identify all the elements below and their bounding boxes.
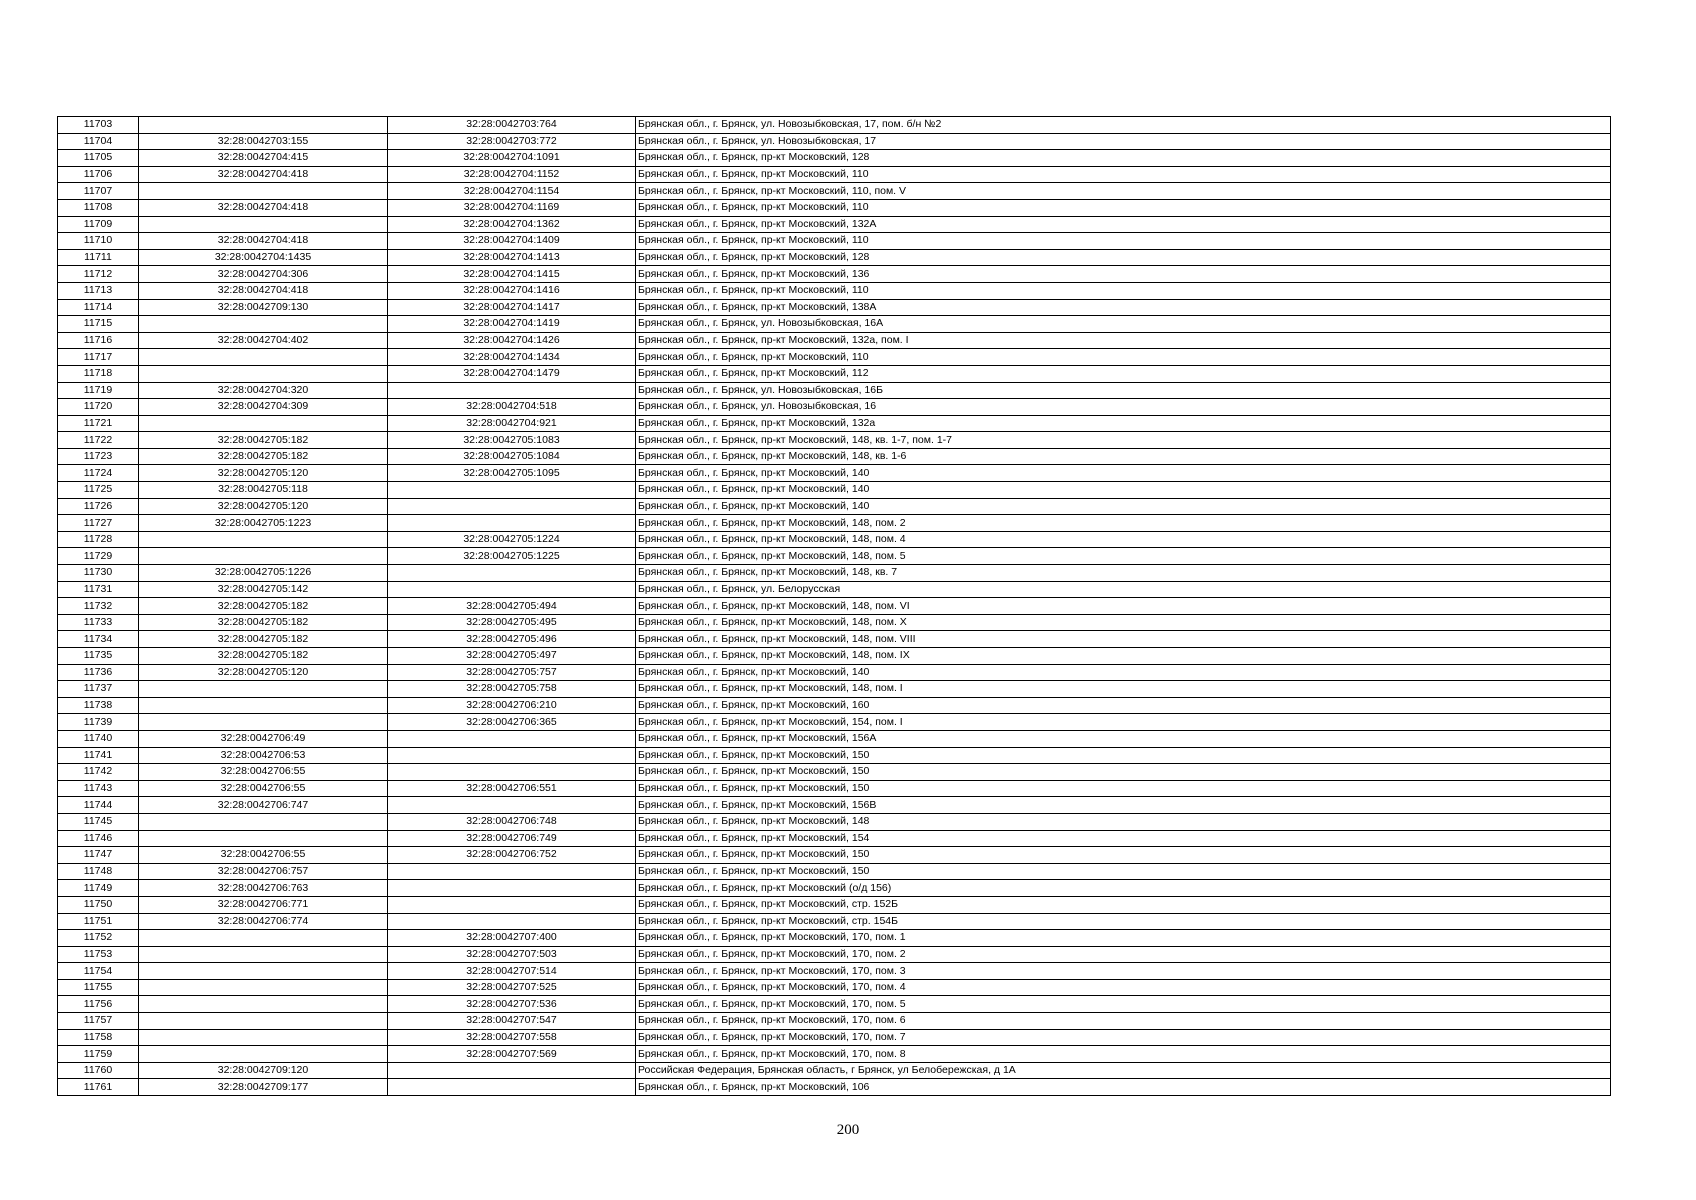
cadastral-number-cell: 32:28:0042705:182: [139, 614, 388, 631]
address-cell: Брянская обл., г. Брянск, пр-кт Московский, 170, пом. 4: [636, 979, 1611, 996]
linked-cadastral-number-cell: [388, 896, 636, 913]
row-number-cell: 11743: [58, 780, 139, 797]
cadastral-number-cell: 32:28:0042705:182: [139, 448, 388, 465]
address-cell: Брянская обл., г. Брянск, пр-кт Московский, 148, пом. 5: [636, 548, 1611, 565]
cadastral-number-cell: 32:28:0042704:418: [139, 233, 388, 250]
address-cell: Брянская обл., г. Брянск, пр-кт Московский, 154, пом. I: [636, 714, 1611, 731]
cadastral-number-cell: 32:28:0042706:53: [139, 747, 388, 764]
address-cell: Брянская обл., г. Брянск, пр-кт Московский, 170, пом. 3: [636, 963, 1611, 980]
cadastral-number-cell: [139, 996, 388, 1013]
address-cell: Брянская обл., г. Брянск, пр-кт Московский, 110: [636, 282, 1611, 299]
row-number-cell: 11747: [58, 847, 139, 864]
table-row: [58, 349, 1611, 366]
row-number-cell: 11754: [58, 963, 139, 980]
address-cell: Брянская обл., г. Брянск, пр-кт Московский, 156В: [636, 797, 1611, 814]
table-row: [58, 714, 1611, 731]
address-cell: Брянская обл., г. Брянск, ул. Белорусская: [636, 581, 1611, 598]
row-number-cell: 11716: [58, 332, 139, 349]
linked-cadastral-number-cell: 32:28:0042705:1224: [388, 531, 636, 548]
row-number-cell: 11726: [58, 498, 139, 515]
table-row: [58, 896, 1611, 913]
linked-cadastral-number-cell: [388, 581, 636, 598]
row-number-cell: 11715: [58, 316, 139, 333]
linked-cadastral-number-cell: 32:28:0042707:400: [388, 930, 636, 947]
table-row: [58, 282, 1611, 299]
address-cell: Брянская обл., г. Брянск, ул. Новозыбковская, 16Б: [636, 382, 1611, 399]
row-number-cell: 11748: [58, 863, 139, 880]
table-row: [58, 548, 1611, 565]
linked-cadastral-number-cell: 32:28:0042704:1154: [388, 183, 636, 200]
cadastral-number-cell: [139, 183, 388, 200]
address-cell: Брянская обл., г. Брянск, пр-кт Московский, 150: [636, 863, 1611, 880]
row-number-cell: 11731: [58, 581, 139, 598]
cadastral-number-cell: 32:28:0042706:771: [139, 896, 388, 913]
row-number-cell: 11713: [58, 282, 139, 299]
row-number-cell: 11729: [58, 548, 139, 565]
address-cell: Брянская обл., г. Брянск, пр-кт Московский, 140: [636, 465, 1611, 482]
address-cell: Брянская обл., г. Брянск, пр-кт Московский, 170, пом. 7: [636, 1029, 1611, 1046]
linked-cadastral-number-cell: 32:28:0042707:569: [388, 1046, 636, 1063]
linked-cadastral-number-cell: 32:28:0042704:1415: [388, 266, 636, 283]
table-row: [58, 996, 1611, 1013]
cadastral-number-cell: [139, 117, 388, 134]
address-cell: Брянская обл., г. Брянск, пр-кт Московский, 150: [636, 747, 1611, 764]
address-cell: Брянская обл., г. Брянск, пр-кт Московский, 110: [636, 349, 1611, 366]
row-number-cell: 11712: [58, 266, 139, 283]
row-number-cell: 11706: [58, 166, 139, 183]
cadastral-number-cell: 32:28:0042705:118: [139, 482, 388, 499]
cadastral-number-cell: 32:28:0042706:757: [139, 863, 388, 880]
row-number-cell: 11751: [58, 913, 139, 930]
table-row: [58, 166, 1611, 183]
linked-cadastral-number-cell: 32:28:0042707:503: [388, 946, 636, 963]
table-row: [58, 780, 1611, 797]
table-row: [58, 199, 1611, 216]
cadastral-number-cell: 32:28:0042706:747: [139, 797, 388, 814]
table-row: [58, 813, 1611, 830]
row-number-cell: 11721: [58, 415, 139, 432]
table-row: [58, 482, 1611, 499]
row-number-cell: 11723: [58, 448, 139, 465]
cadastral-number-cell: 32:28:0042705:120: [139, 664, 388, 681]
row-number-cell: 11714: [58, 299, 139, 316]
table-row: [58, 1046, 1611, 1063]
address-cell: Брянская обл., г. Брянск, пр-кт Московский, 140: [636, 498, 1611, 515]
cadastral-number-cell: 32:28:0042705:182: [139, 598, 388, 615]
linked-cadastral-number-cell: 32:28:0042705:757: [388, 664, 636, 681]
table-row: [58, 150, 1611, 167]
linked-cadastral-number-cell: 32:28:0042704:1362: [388, 216, 636, 233]
linked-cadastral-number-cell: 32:28:0042704:1434: [388, 349, 636, 366]
row-number-cell: 11757: [58, 1013, 139, 1030]
table-row: [58, 1079, 1611, 1096]
cadastral-number-cell: [139, 979, 388, 996]
row-number-cell: 11709: [58, 216, 139, 233]
row-number-cell: 11725: [58, 482, 139, 499]
linked-cadastral-number-cell: 32:28:0042704:921: [388, 415, 636, 432]
table-row: [58, 432, 1611, 449]
table-row: [58, 332, 1611, 349]
table-row: [58, 133, 1611, 150]
address-cell: Брянская обл., г. Брянск, пр-кт Московский, 110, пом. V: [636, 183, 1611, 200]
cadastral-number-cell: [139, 697, 388, 714]
linked-cadastral-number-cell: [388, 498, 636, 515]
cadastral-number-cell: 32:28:0042704:309: [139, 399, 388, 416]
address-cell: Брянская обл., г. Брянск, пр-кт Московский, 156А: [636, 730, 1611, 747]
row-number-cell: 11740: [58, 730, 139, 747]
address-cell: Брянская обл., г. Брянск, пр-кт Московский, 148, пом. 4: [636, 531, 1611, 548]
row-number-cell: 11704: [58, 133, 139, 150]
address-cell: Российская Федерация, Брянская область, г Брянск, ул Белобережская, д 1А: [636, 1062, 1611, 1079]
linked-cadastral-number-cell: [388, 797, 636, 814]
cadastral-number-cell: 32:28:0042704:320: [139, 382, 388, 399]
linked-cadastral-number-cell: 32:28:0042705:758: [388, 681, 636, 698]
cadastral-number-cell: 32:28:0042704:418: [139, 282, 388, 299]
address-cell: Брянская обл., г. Брянск, пр-кт Московский, 148, кв. 1-6: [636, 448, 1611, 465]
row-number-cell: 11741: [58, 747, 139, 764]
linked-cadastral-number-cell: [388, 747, 636, 764]
registry-table-body: [58, 117, 1611, 1096]
table-row: [58, 498, 1611, 515]
cadastral-number-cell: [139, 830, 388, 847]
row-number-cell: 11752: [58, 930, 139, 947]
table-row: [58, 631, 1611, 648]
linked-cadastral-number-cell: [388, 482, 636, 499]
row-number-cell: 11758: [58, 1029, 139, 1046]
table-row: [58, 365, 1611, 382]
address-cell: Брянская обл., г. Брянск, пр-кт Московский, 170, пом. 1: [636, 930, 1611, 947]
cadastral-number-cell: [139, 681, 388, 698]
cadastral-number-cell: [139, 946, 388, 963]
linked-cadastral-number-cell: 32:28:0042705:497: [388, 648, 636, 665]
row-number-cell: 11745: [58, 813, 139, 830]
row-number-cell: 11732: [58, 598, 139, 615]
linked-cadastral-number-cell: [388, 382, 636, 399]
cadastral-number-cell: 32:28:0042706:55: [139, 847, 388, 864]
linked-cadastral-number-cell: 32:28:0042705:1225: [388, 548, 636, 565]
row-number-cell: 11727: [58, 515, 139, 532]
cadastral-number-cell: [139, 1013, 388, 1030]
cadastral-number-cell: 32:28:0042706:774: [139, 913, 388, 930]
address-cell: Брянская обл., г. Брянск, пр-кт Московский, 148, пом. IX: [636, 648, 1611, 665]
cadastral-number-cell: 32:28:0042704:418: [139, 199, 388, 216]
cadastral-number-cell: 32:28:0042709:120: [139, 1062, 388, 1079]
linked-cadastral-number-cell: 32:28:0042706:551: [388, 780, 636, 797]
cadastral-number-cell: 32:28:0042706:49: [139, 730, 388, 747]
table-row: [58, 581, 1611, 598]
page-number: 200: [836, 1122, 860, 1138]
row-number-cell: 11753: [58, 946, 139, 963]
address-cell: Брянская обл., г. Брянск, ул. Новозыбковская, 17: [636, 133, 1611, 150]
cadastral-number-cell: 32:28:0042705:182: [139, 648, 388, 665]
address-cell: Брянская обл., г. Брянск, пр-кт Московский, 148: [636, 813, 1611, 830]
row-number-cell: 11738: [58, 697, 139, 714]
cadastral-number-cell: 32:28:0042709:177: [139, 1079, 388, 1096]
linked-cadastral-number-cell: 32:28:0042704:1091: [388, 150, 636, 167]
cadastral-number-cell: [139, 316, 388, 333]
linked-cadastral-number-cell: 32:28:0042704:1419: [388, 316, 636, 333]
linked-cadastral-number-cell: 32:28:0042705:1084: [388, 448, 636, 465]
cadastral-number-cell: 32:28:0042704:415: [139, 150, 388, 167]
address-cell: Брянская обл., г. Брянск, пр-кт Московский, 150: [636, 780, 1611, 797]
address-cell: Брянская обл., г. Брянск, пр-кт Московский, 170, пом. 6: [636, 1013, 1611, 1030]
table-row: [58, 183, 1611, 200]
table-row: [58, 797, 1611, 814]
cadastral-number-cell: 32:28:0042704:306: [139, 266, 388, 283]
row-number-cell: 11750: [58, 896, 139, 913]
linked-cadastral-number-cell: 32:28:0042704:518: [388, 399, 636, 416]
row-number-cell: 11755: [58, 979, 139, 996]
cadastral-number-cell: 32:28:0042704:402: [139, 332, 388, 349]
cadastral-number-cell: [139, 1046, 388, 1063]
cadastral-number-cell: [139, 415, 388, 432]
address-cell: Брянская обл., г. Брянск, пр-кт Московский, 170, пом. 5: [636, 996, 1611, 1013]
row-number-cell: 11733: [58, 614, 139, 631]
address-cell: Брянская обл., г. Брянск, пр-кт Московский, 136: [636, 266, 1611, 283]
table-row: [58, 216, 1611, 233]
linked-cadastral-number-cell: 32:28:0042706:749: [388, 830, 636, 847]
linked-cadastral-number-cell: 32:28:0042704:1409: [388, 233, 636, 250]
cadastral-number-cell: 32:28:0042705:1226: [139, 565, 388, 582]
cadastral-number-cell: 32:28:0042706:55: [139, 764, 388, 781]
address-cell: Брянская обл., г. Брянск, пр-кт Московский, 148, пом. 2: [636, 515, 1611, 532]
linked-cadastral-number-cell: 32:28:0042704:1413: [388, 249, 636, 266]
address-cell: Брянская обл., г. Брянск, пр-кт Московский, 138А: [636, 299, 1611, 316]
cadastral-number-cell: 32:28:0042704:1435: [139, 249, 388, 266]
cadastral-number-cell: 32:28:0042705:1223: [139, 515, 388, 532]
table-row: [58, 913, 1611, 930]
cadastral-number-cell: 32:28:0042709:130: [139, 299, 388, 316]
cadastral-number-cell: 32:28:0042705:182: [139, 631, 388, 648]
table-row: [58, 963, 1611, 980]
table-row: [58, 648, 1611, 665]
linked-cadastral-number-cell: 32:28:0042705:494: [388, 598, 636, 615]
row-number-cell: 11705: [58, 150, 139, 167]
cadastral-number-cell: 32:28:0042705:120: [139, 498, 388, 515]
address-cell: Брянская обл., г. Брянск, пр-кт Московский, стр. 152Б: [636, 896, 1611, 913]
table-row: [58, 681, 1611, 698]
registry-table: [57, 116, 1611, 1096]
address-cell: Брянская обл., г. Брянск, ул. Новозыбковская, 16А: [636, 316, 1611, 333]
linked-cadastral-number-cell: [388, 730, 636, 747]
address-cell: Брянская обл., г. Брянск, пр-кт Московский, 148, пом. I: [636, 681, 1611, 698]
cadastral-number-cell: [139, 714, 388, 731]
linked-cadastral-number-cell: 32:28:0042707:536: [388, 996, 636, 1013]
address-cell: Брянская обл., г. Брянск, пр-кт Московский, 128: [636, 249, 1611, 266]
address-cell: Брянская обл., г. Брянск, пр-кт Московский, 132а, пом. I: [636, 332, 1611, 349]
address-cell: Брянская обл., г. Брянск, пр-кт Московский, 170, пом. 2: [636, 946, 1611, 963]
row-number-cell: 11736: [58, 664, 139, 681]
address-cell: Брянская обл., г. Брянск, пр-кт Московский, 148, пом. VIII: [636, 631, 1611, 648]
table-row: [58, 747, 1611, 764]
row-number-cell: 11722: [58, 432, 139, 449]
address-cell: Брянская обл., г. Брянск, пр-кт Московский, 132А: [636, 216, 1611, 233]
table-row: [58, 117, 1611, 134]
cadastral-number-cell: [139, 349, 388, 366]
row-number-cell: 11744: [58, 797, 139, 814]
address-cell: Брянская обл., г. Брянск, пр-кт Московский, 110: [636, 233, 1611, 250]
table-row: [58, 448, 1611, 465]
address-cell: Брянская обл., г. Брянск, пр-кт Московский, 148, пом. VI: [636, 598, 1611, 615]
linked-cadastral-number-cell: [388, 1079, 636, 1096]
table-row: [58, 697, 1611, 714]
address-cell: Брянская обл., г. Брянск, пр-кт Московский, 148, пом. X: [636, 614, 1611, 631]
linked-cadastral-number-cell: [388, 764, 636, 781]
address-cell: Брянская обл., г. Брянск, пр-кт Московский, 140: [636, 664, 1611, 681]
cadastral-number-cell: [139, 531, 388, 548]
linked-cadastral-number-cell: 32:28:0042704:1416: [388, 282, 636, 299]
linked-cadastral-number-cell: 32:28:0042703:772: [388, 133, 636, 150]
table-row: [58, 266, 1611, 283]
table-row: [58, 946, 1611, 963]
table-row: [58, 764, 1611, 781]
address-cell: Брянская обл., г. Брянск, пр-кт Московский, 148, кв. 1-7, пом. 1-7: [636, 432, 1611, 449]
row-number-cell: 11737: [58, 681, 139, 698]
address-cell: Брянская обл., г. Брянск, пр-кт Московский, 106: [636, 1079, 1611, 1096]
linked-cadastral-number-cell: [388, 913, 636, 930]
row-number-cell: 11734: [58, 631, 139, 648]
linked-cadastral-number-cell: 32:28:0042705:1083: [388, 432, 636, 449]
row-number-cell: 11708: [58, 199, 139, 216]
table-row: [58, 730, 1611, 747]
cadastral-number-cell: [139, 963, 388, 980]
linked-cadastral-number-cell: 32:28:0042705:496: [388, 631, 636, 648]
cadastral-number-cell: 32:28:0042706:763: [139, 880, 388, 897]
address-cell: Брянская обл., г. Брянск, пр-кт Московский, 110: [636, 199, 1611, 216]
table-row: [58, 465, 1611, 482]
row-number-cell: 11710: [58, 233, 139, 250]
cadastral-number-cell: 32:28:0042705:120: [139, 465, 388, 482]
cadastral-number-cell: [139, 813, 388, 830]
linked-cadastral-number-cell: 32:28:0042703:764: [388, 117, 636, 134]
table-row: [58, 565, 1611, 582]
row-number-cell: 11711: [58, 249, 139, 266]
cadastral-number-cell: 32:28:0042705:142: [139, 581, 388, 598]
linked-cadastral-number-cell: 32:28:0042704:1169: [388, 199, 636, 216]
address-cell: Брянская обл., г. Брянск, пр-кт Московский, стр. 154Б: [636, 913, 1611, 930]
table-row: [58, 847, 1611, 864]
cadastral-number-cell: [139, 1029, 388, 1046]
address-cell: Брянская обл., г. Брянск, пр-кт Московский (о/д 156): [636, 880, 1611, 897]
row-number-cell: 11760: [58, 1062, 139, 1079]
linked-cadastral-number-cell: 32:28:0042704:1152: [388, 166, 636, 183]
table-row: [58, 316, 1611, 333]
linked-cadastral-number-cell: 32:28:0042706:748: [388, 813, 636, 830]
row-number-cell: 11759: [58, 1046, 139, 1063]
linked-cadastral-number-cell: 32:28:0042707:558: [388, 1029, 636, 1046]
table-row: [58, 863, 1611, 880]
table-row: [58, 249, 1611, 266]
table-row: [58, 382, 1611, 399]
table-row: [58, 830, 1611, 847]
address-cell: Брянская обл., г. Брянск, пр-кт Московский, 150: [636, 764, 1611, 781]
address-cell: Брянская обл., г. Брянск, ул. Новозыбковская, 17, пом. б/н №2: [636, 117, 1611, 134]
address-cell: Брянская обл., г. Брянск, пр-кт Московский, 160: [636, 697, 1611, 714]
linked-cadastral-number-cell: [388, 880, 636, 897]
linked-cadastral-number-cell: [388, 1062, 636, 1079]
address-cell: Брянская обл., г. Брянск, пр-кт Московский, 110: [636, 166, 1611, 183]
row-number-cell: 11761: [58, 1079, 139, 1096]
table-row: [58, 1062, 1611, 1079]
row-number-cell: 11720: [58, 399, 139, 416]
row-number-cell: 11730: [58, 565, 139, 582]
cadastral-number-cell: 32:28:0042706:55: [139, 780, 388, 797]
linked-cadastral-number-cell: 32:28:0042706:210: [388, 697, 636, 714]
address-cell: Брянская обл., г. Брянск, пр-кт Московский, 148, кв. 7: [636, 565, 1611, 582]
linked-cadastral-number-cell: 32:28:0042707:514: [388, 963, 636, 980]
row-number-cell: 11703: [58, 117, 139, 134]
table-row: [58, 1029, 1611, 1046]
table-row: [58, 233, 1611, 250]
table-row: [58, 1013, 1611, 1030]
linked-cadastral-number-cell: 32:28:0042704:1417: [388, 299, 636, 316]
row-number-cell: 11728: [58, 531, 139, 548]
linked-cadastral-number-cell: 32:28:0042707:547: [388, 1013, 636, 1030]
row-number-cell: 11719: [58, 382, 139, 399]
row-number-cell: 11718: [58, 365, 139, 382]
address-cell: Брянская обл., г. Брянск, пр-кт Московский, 140: [636, 482, 1611, 499]
table-row: [58, 664, 1611, 681]
cadastral-number-cell: 32:28:0042703:155: [139, 133, 388, 150]
cadastral-number-cell: [139, 216, 388, 233]
table-row: [58, 299, 1611, 316]
linked-cadastral-number-cell: [388, 515, 636, 532]
row-number-cell: 11707: [58, 183, 139, 200]
linked-cadastral-number-cell: 32:28:0042705:495: [388, 614, 636, 631]
address-cell: Брянская обл., г. Брянск, ул. Новозыбковская, 16: [636, 399, 1611, 416]
address-cell: Брянская обл., г. Брянск, пр-кт Московский, 154: [636, 830, 1611, 847]
linked-cadastral-number-cell: [388, 863, 636, 880]
linked-cadastral-number-cell: [388, 565, 636, 582]
cadastral-number-cell: 32:28:0042705:182: [139, 432, 388, 449]
address-cell: Брянская обл., г. Брянск, пр-кт Московский, 150: [636, 847, 1611, 864]
table-row: [58, 415, 1611, 432]
row-number-cell: 11756: [58, 996, 139, 1013]
table-row: [58, 598, 1611, 615]
linked-cadastral-number-cell: 32:28:0042705:1095: [388, 465, 636, 482]
address-cell: Брянская обл., г. Брянск, пр-кт Московский, 128: [636, 150, 1611, 167]
row-number-cell: 11746: [58, 830, 139, 847]
table-row: [58, 515, 1611, 532]
linked-cadastral-number-cell: 32:28:0042704:1479: [388, 365, 636, 382]
linked-cadastral-number-cell: 32:28:0042704:1426: [388, 332, 636, 349]
cadastral-number-cell: 32:28:0042704:418: [139, 166, 388, 183]
row-number-cell: 11739: [58, 714, 139, 731]
row-number-cell: 11749: [58, 880, 139, 897]
row-number-cell: 11717: [58, 349, 139, 366]
linked-cadastral-number-cell: 32:28:0042707:525: [388, 979, 636, 996]
cadastral-number-cell: [139, 548, 388, 565]
address-cell: Брянская обл., г. Брянск, пр-кт Московский, 112: [636, 365, 1611, 382]
linked-cadastral-number-cell: 32:28:0042706:365: [388, 714, 636, 731]
address-cell: Брянская обл., г. Брянск, пр-кт Московский, 132а: [636, 415, 1611, 432]
table-row: [58, 531, 1611, 548]
table-row: [58, 979, 1611, 996]
cadastral-number-cell: [139, 930, 388, 947]
row-number-cell: 11735: [58, 648, 139, 665]
row-number-cell: 11742: [58, 764, 139, 781]
linked-cadastral-number-cell: 32:28:0042706:752: [388, 847, 636, 864]
table-row: [58, 614, 1611, 631]
table-row: [58, 930, 1611, 947]
row-number-cell: 11724: [58, 465, 139, 482]
address-cell: Брянская обл., г. Брянск, пр-кт Московский, 170, пом. 8: [636, 1046, 1611, 1063]
cadastral-number-cell: [139, 365, 388, 382]
table-row: [58, 880, 1611, 897]
table-row: [58, 399, 1611, 416]
